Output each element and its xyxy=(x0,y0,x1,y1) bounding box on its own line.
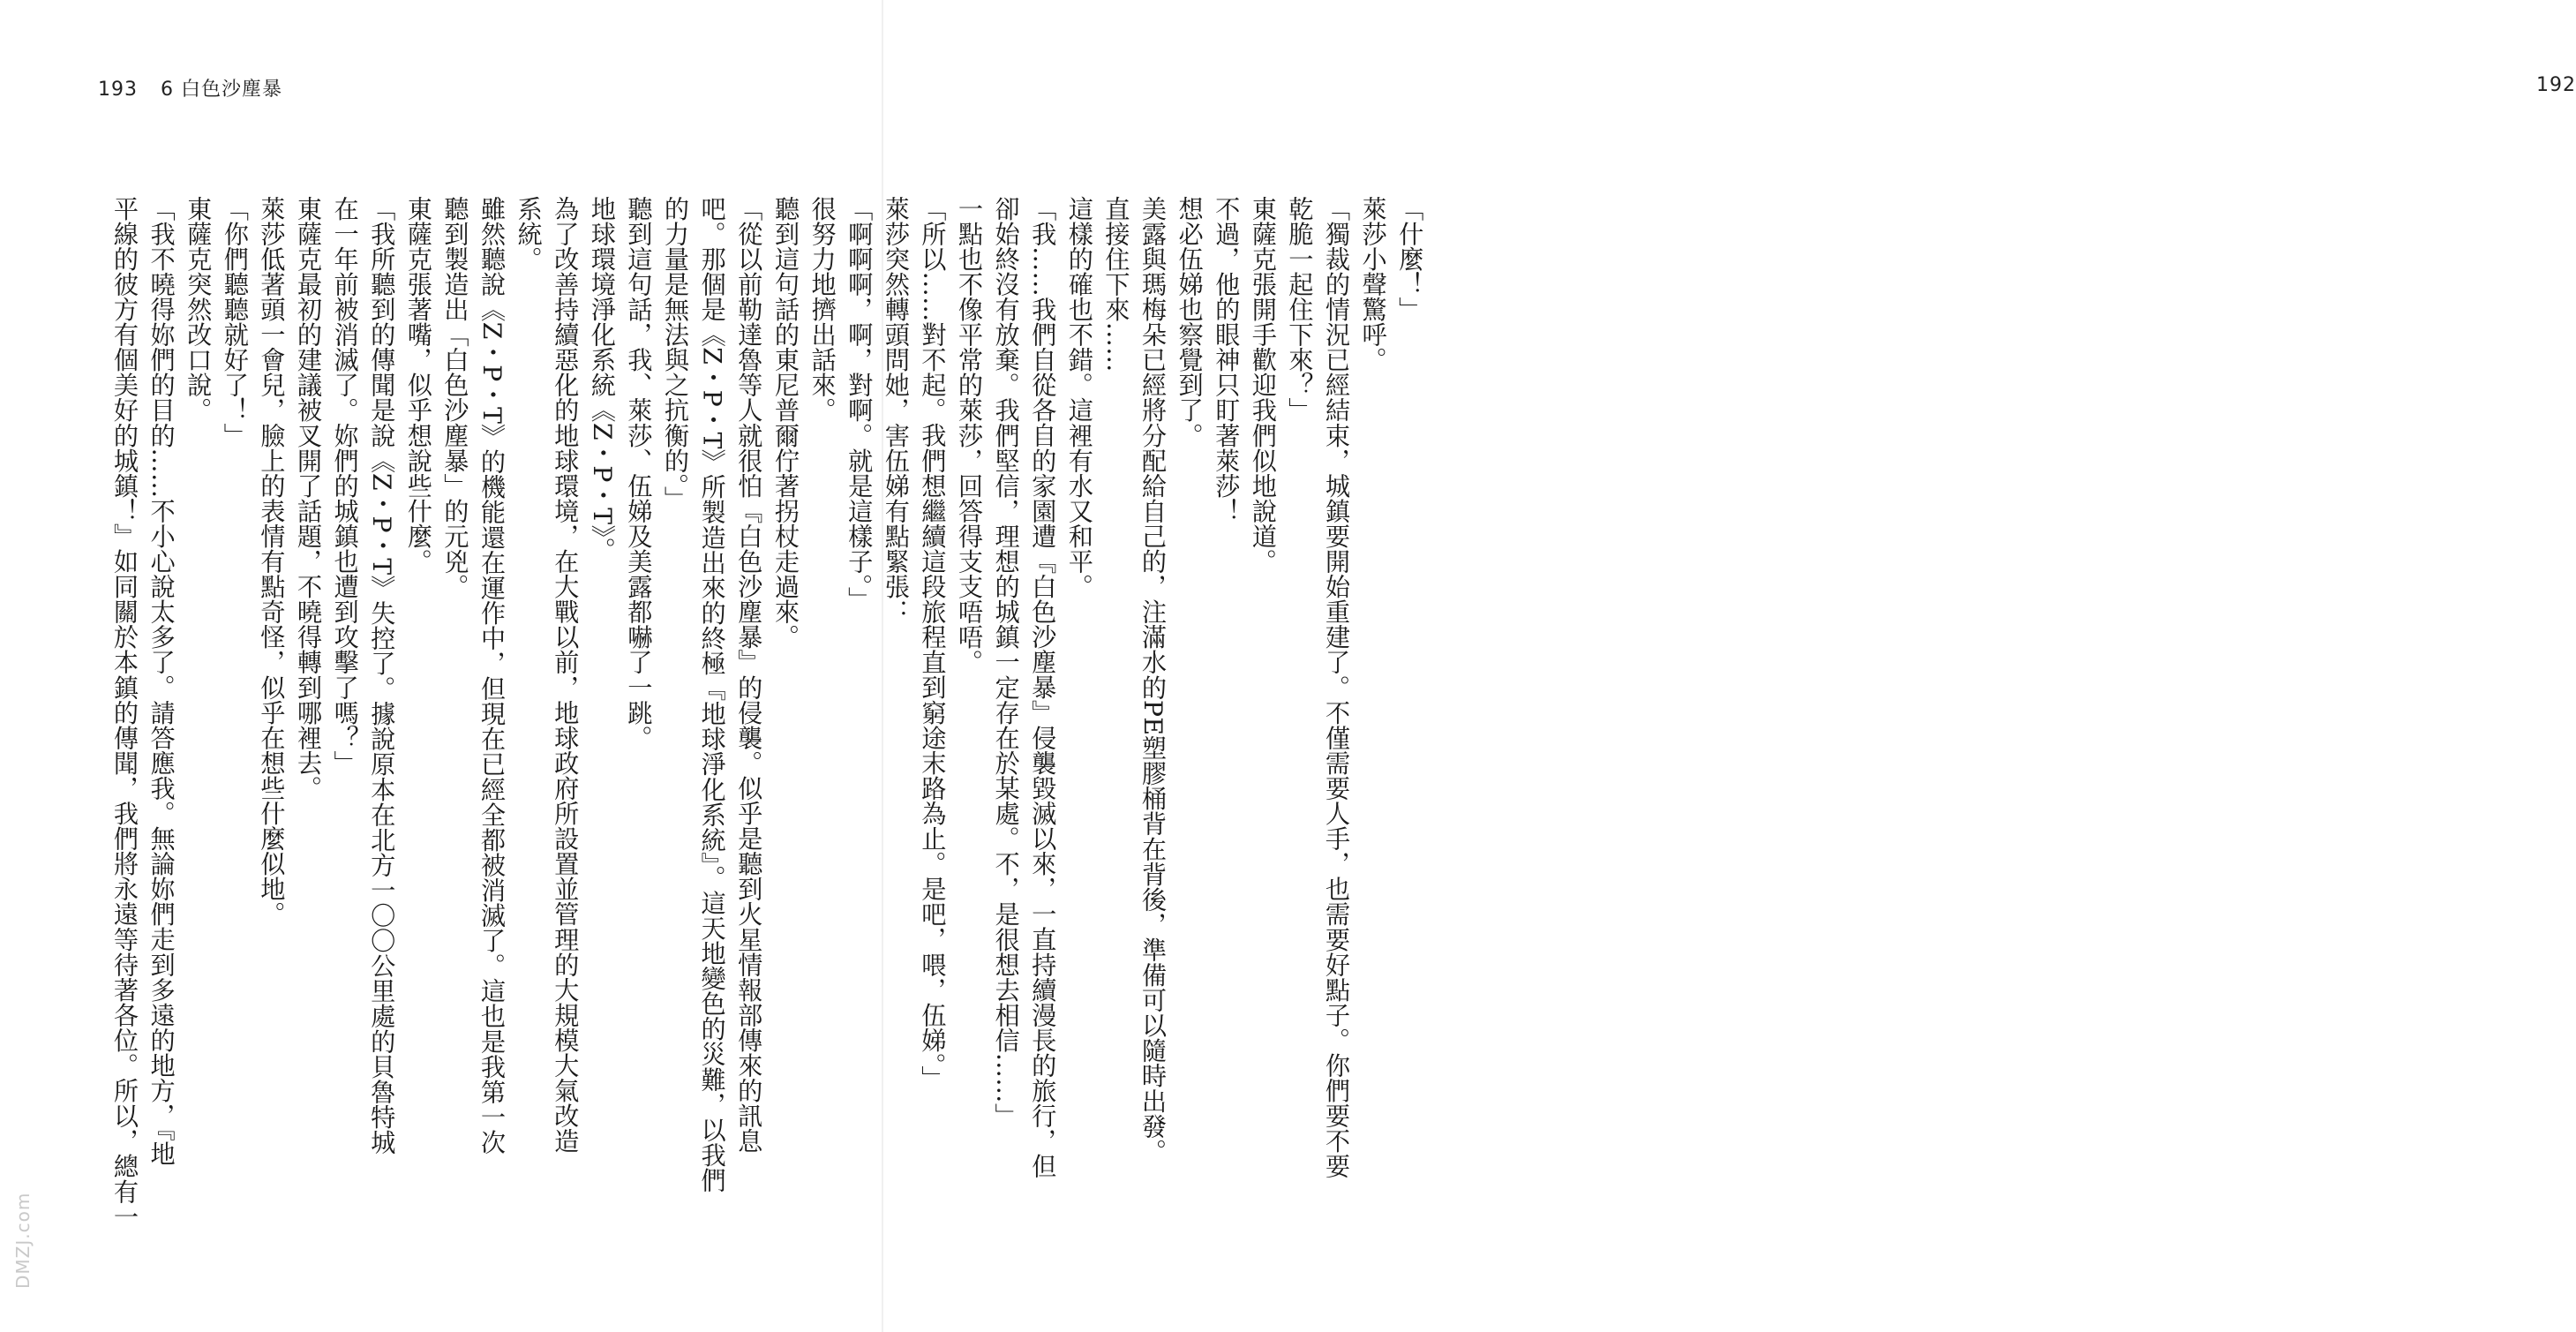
left-page-header xyxy=(98,74,282,102)
text-column: 萊莎突然轉頭問她，害伍娣有點緊張： xyxy=(881,196,911,625)
text-column: 「我所聽到的傳聞是說《Z・P・T》失控了。據說原本在北方一〇〇公里處的貝魯特城 xyxy=(367,196,397,1155)
watermark-logo: DMZJ.com xyxy=(12,1192,34,1289)
text-column: 「我……我們自從各自的家園遭『白色沙塵暴』侵襲毀滅以來，一直持續漫長的旅行，但 xyxy=(1028,196,1058,1179)
text-column: 「我不曉得妳們的目的……不小心說太多了。請答應我。無論妳們走到多遠的地方，『地 xyxy=(146,196,176,1167)
text-column: 聽到這句話的東尼普爾佇著拐杖走過來。 xyxy=(771,196,801,650)
text-column: 萊莎低著頭一會兒，臉上的表情有點奇怪，似乎在想些什麼似地。 xyxy=(257,196,287,927)
text-column: 不過，他的眼神只盯著萊莎！ xyxy=(1212,196,1242,524)
text-column: 平線的彼方有個美好的城鎮！』如同關於本鎮的傳聞，我們將永遠等待著各位。所以，總有一 xyxy=(110,196,139,1230)
text-column: 吧。那個是《Z・P・T》所製造出來的終極『地球淨化系統』。這天地變色的災難，以我們 xyxy=(697,196,727,1193)
text-column: 卻始終沒有放棄。我們堅信，理想的城鎮一定存在於某處。不，是很想去相信……」 xyxy=(991,196,1021,1129)
text-column: 「啊啊啊，啊，對啊。就是這樣子。」 xyxy=(845,196,875,613)
text-column: 系統。 xyxy=(514,196,544,272)
text-column: 雖然聽說《Z・P・T》的機能還在運作中，但現在已經全都被消滅了。這也是我第一次 xyxy=(477,196,507,1155)
text-column: 想必伍娣也察覺到了。 xyxy=(1175,196,1205,448)
text-column: 「所以……對不起。我們想繼續這段旅程直到窮途末路為止。是吧，喂，伍娣。」 xyxy=(918,196,948,1091)
left-page-number: 193 xyxy=(98,79,138,101)
right-page xyxy=(771,0,2576,1332)
left-page xyxy=(0,0,882,1332)
text-column: 萊莎小聲驚呼。 xyxy=(1358,196,1388,373)
text-column: 東薩克突然改口說。 xyxy=(184,196,214,423)
text-column: 一點也不像平常的萊莎，回答得支支唔唔。 xyxy=(955,196,984,675)
text-column: 直接住下來…… xyxy=(1101,196,1131,373)
text-column: 聽到製造出「白色沙塵暴」的元兇。 xyxy=(440,196,470,599)
text-column: 東薩克張著嘴，似乎想說些什麼。 xyxy=(403,196,433,575)
text-column: 聽到這句話，我、萊莎、伍娣及美露都嚇了一跳。 xyxy=(624,196,654,751)
text-column: 「獨裁的情況已經結束，城鎮要開始重建了。不僅需要人手，也需要好點子。你們要不要 xyxy=(1322,196,1351,1179)
text-column: 美露與瑪梅朵已經將分配給自己的，注滿水的PE塑膠桶背在背後，準備可以隨時出發。 xyxy=(1138,196,1168,1164)
text-column: 為了改善持續惡化的地球環境，在大戰以前，地球政府所設置並管理的大規模大氣改造 xyxy=(551,196,581,1154)
text-column: 這樣的確也不錯。這裡有水又和平。 xyxy=(1064,196,1094,599)
text-column: 的力量是無法與之抗衡的。」 xyxy=(661,196,690,512)
chapter-title: 6 白色沙塵暴 xyxy=(161,79,282,101)
text-column: 「你們聽聽就好了！」 xyxy=(220,196,250,448)
text-column: 東薩克最初的建議被叉開了話題，不曉得轉到哪裡去。 xyxy=(294,196,323,801)
text-column: 地球環境淨化系統《Z・P・T》。 xyxy=(587,196,617,563)
text-column: 「從以前勒達魯等人就很怕『白色沙塵暴』的侵襲。似乎是聽到火星情報部傳來的訊息 xyxy=(734,196,764,1154)
text-column: 在一年前被消滅了。妳們的城鎮也遭到攻擊了嗎？」 xyxy=(330,196,360,776)
text-column: 很努力地擠出話來。 xyxy=(807,196,837,423)
text-column: 乾脆一起住下來？」 xyxy=(1285,196,1315,423)
right-page-number: 192 xyxy=(2536,74,2576,96)
text-column: 「什麼！」 xyxy=(1395,196,1425,322)
text-column: 東薩克張開手歡迎我們似地說道。 xyxy=(1248,196,1278,575)
